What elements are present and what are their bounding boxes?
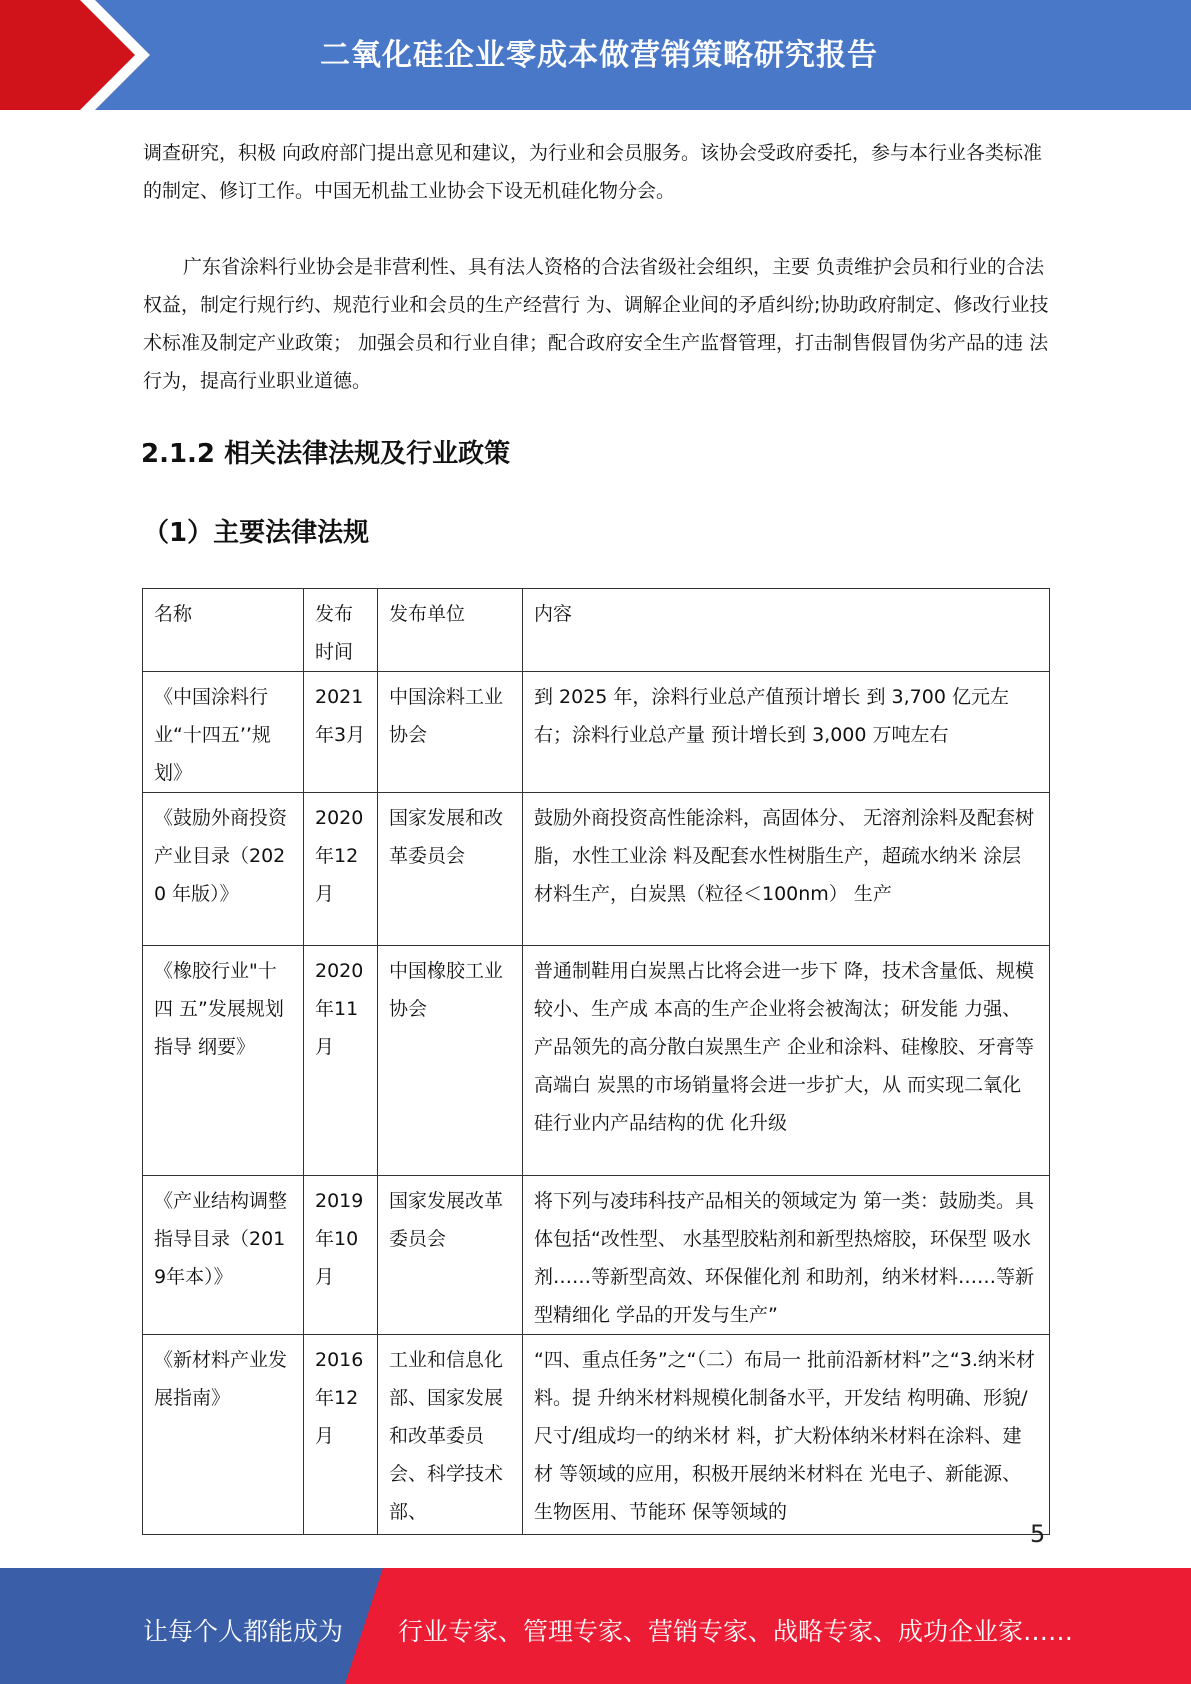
header-content: 内容 [523,589,1050,672]
header-name: 名称 [143,589,304,672]
cell-content: 普通制鞋用白炭黑占比将会进一步下 降，技术含量低、规模较小、生产成 本高的生产企业将会被淘汰；研发能 力强、产品领先的高分散白炭黑生产 企业和涂料、硅橡胶、牙膏等高端白 炭黑的市场销量将会进一步扩大，从 而实现二氧化硅行业内产品结构的优 化升级 [523,946,1050,1176]
regulations-table [142,588,1050,1535]
cell-name: 《鼓励外商投资 产业目录（2020 年版）》 [143,793,304,946]
cell-publisher: 中国涂料工业 协会 [378,672,523,793]
table-header-row [143,589,1050,672]
cell-content: “四、重点任务”之“（二）布局一 批前沿新材料”之“3.纳米材料。提 升纳米材料规模化制备水平，开发结 构明确、形貌/尺寸/组成均一的纳米材 料，扩大粉体纳米材料在涂料、建材 等领域的应用，积极开展纳米材料在 光电子、新能源、生物医用、节能环 保等领域的 [523,1335,1050,1535]
section-heading: 2.1.2 相关法律法规及行业政策 [141,439,511,469]
table-row [143,672,1050,793]
page-footer [0,1568,1191,1684]
table-row [143,793,1050,946]
cell-publisher: 国家发展和改 革委员会 [378,793,523,946]
cell-date: 2019年10月 [304,1176,378,1335]
footer-slogan-left: 让每个人都能成为 [143,1617,344,1646]
paragraph-2: 广东省涂料行业协会是非营利性、具有法人资格的合法省级社会组织，主要 负责维护会员和行业的合法权益，制定行规行约、规范行业和会员的生产经营行 为、调解企业间的矛盾纠纷;协助政府制定、修改行业技术标准及制定产业政策； 加强会员和行业自律；配合政府安全生产监督管理，打击制售假冒伪劣产品的违 法行为，提高行业职业道德。 [143,256,1049,392]
table-row [143,946,1050,1176]
header-publisher: 发布单位 [378,589,523,672]
page-header [0,0,1191,110]
footer-slogan-right: 行业专家、管理专家、营销专家、战略专家、成功企业家…… [398,1617,1074,1646]
cell-content: 鼓励外商投资高性能涂料，高固体分、 无溶剂涂料及配套树脂，水性工业涂 料及配套水性树脂生产，超疏水纳米 涂层材料生产，白炭黑（粒径＜100nm） 生产 [523,793,1050,946]
regulations-table-container [142,588,1049,1523]
cell-publisher: 国家发展改革 委员会 [378,1176,523,1335]
header-title: 二氧化硅企业零成本做营销策略研究报告 [320,38,878,73]
cell-name: 《新材料产业发 展指南》 [143,1335,304,1535]
subsection-heading: （1）主要法律法规 [143,518,370,548]
paragraph-1: 调查研究，积极 向政府部门提出意见和建议，为行业和会员服务。该协会受政府委托，参与本行业各类标准的制定、修订工作。中国无机盐工业协会下设无机硅化物分会。 [143,142,1043,202]
cell-name: 《产业结构调整 指导目录（2019年本）》 [143,1176,304,1335]
header-red-arrow [0,0,150,110]
cell-content: 将下列与凌玮科技产品相关的领域定为 第一类：鼓励类。具体包括“改性型、 水基型胶粘剂和新型热熔胶，环保型 吸水剂……等新型高效、环保催化剂 和助剂，纳米材料……等新型精细化 学品的开发与生产” [523,1176,1050,1335]
cell-publisher: 中国橡胶工业 协会 [378,946,523,1176]
cell-date: 2020年11月 [304,946,378,1176]
page-number: 5 [1030,1520,1046,1548]
table-row [143,1335,1050,1535]
cell-date: 2016年12月 [304,1335,378,1535]
cell-name: 《橡胶行业"十四 五”发展规划指导 纲要》 [143,946,304,1176]
cell-publisher: 工业和信息化 部、国家发展 和改革委员 会、科学技术 部、 [378,1335,523,1535]
cell-date: 2021年3月 [304,672,378,793]
cell-name: 《中国涂料行业“十四五’’规划》 [143,672,304,793]
cell-content: 到 2025 年，涂料行业总产值预计增长 到 3,700 亿元左右；涂料行业总产量 预计增长到 3,000 万吨左右 [523,672,1050,793]
table-row [143,1176,1050,1335]
cell-date: 2020年12月 [304,793,378,946]
header-date: 发布时间 [304,589,378,672]
